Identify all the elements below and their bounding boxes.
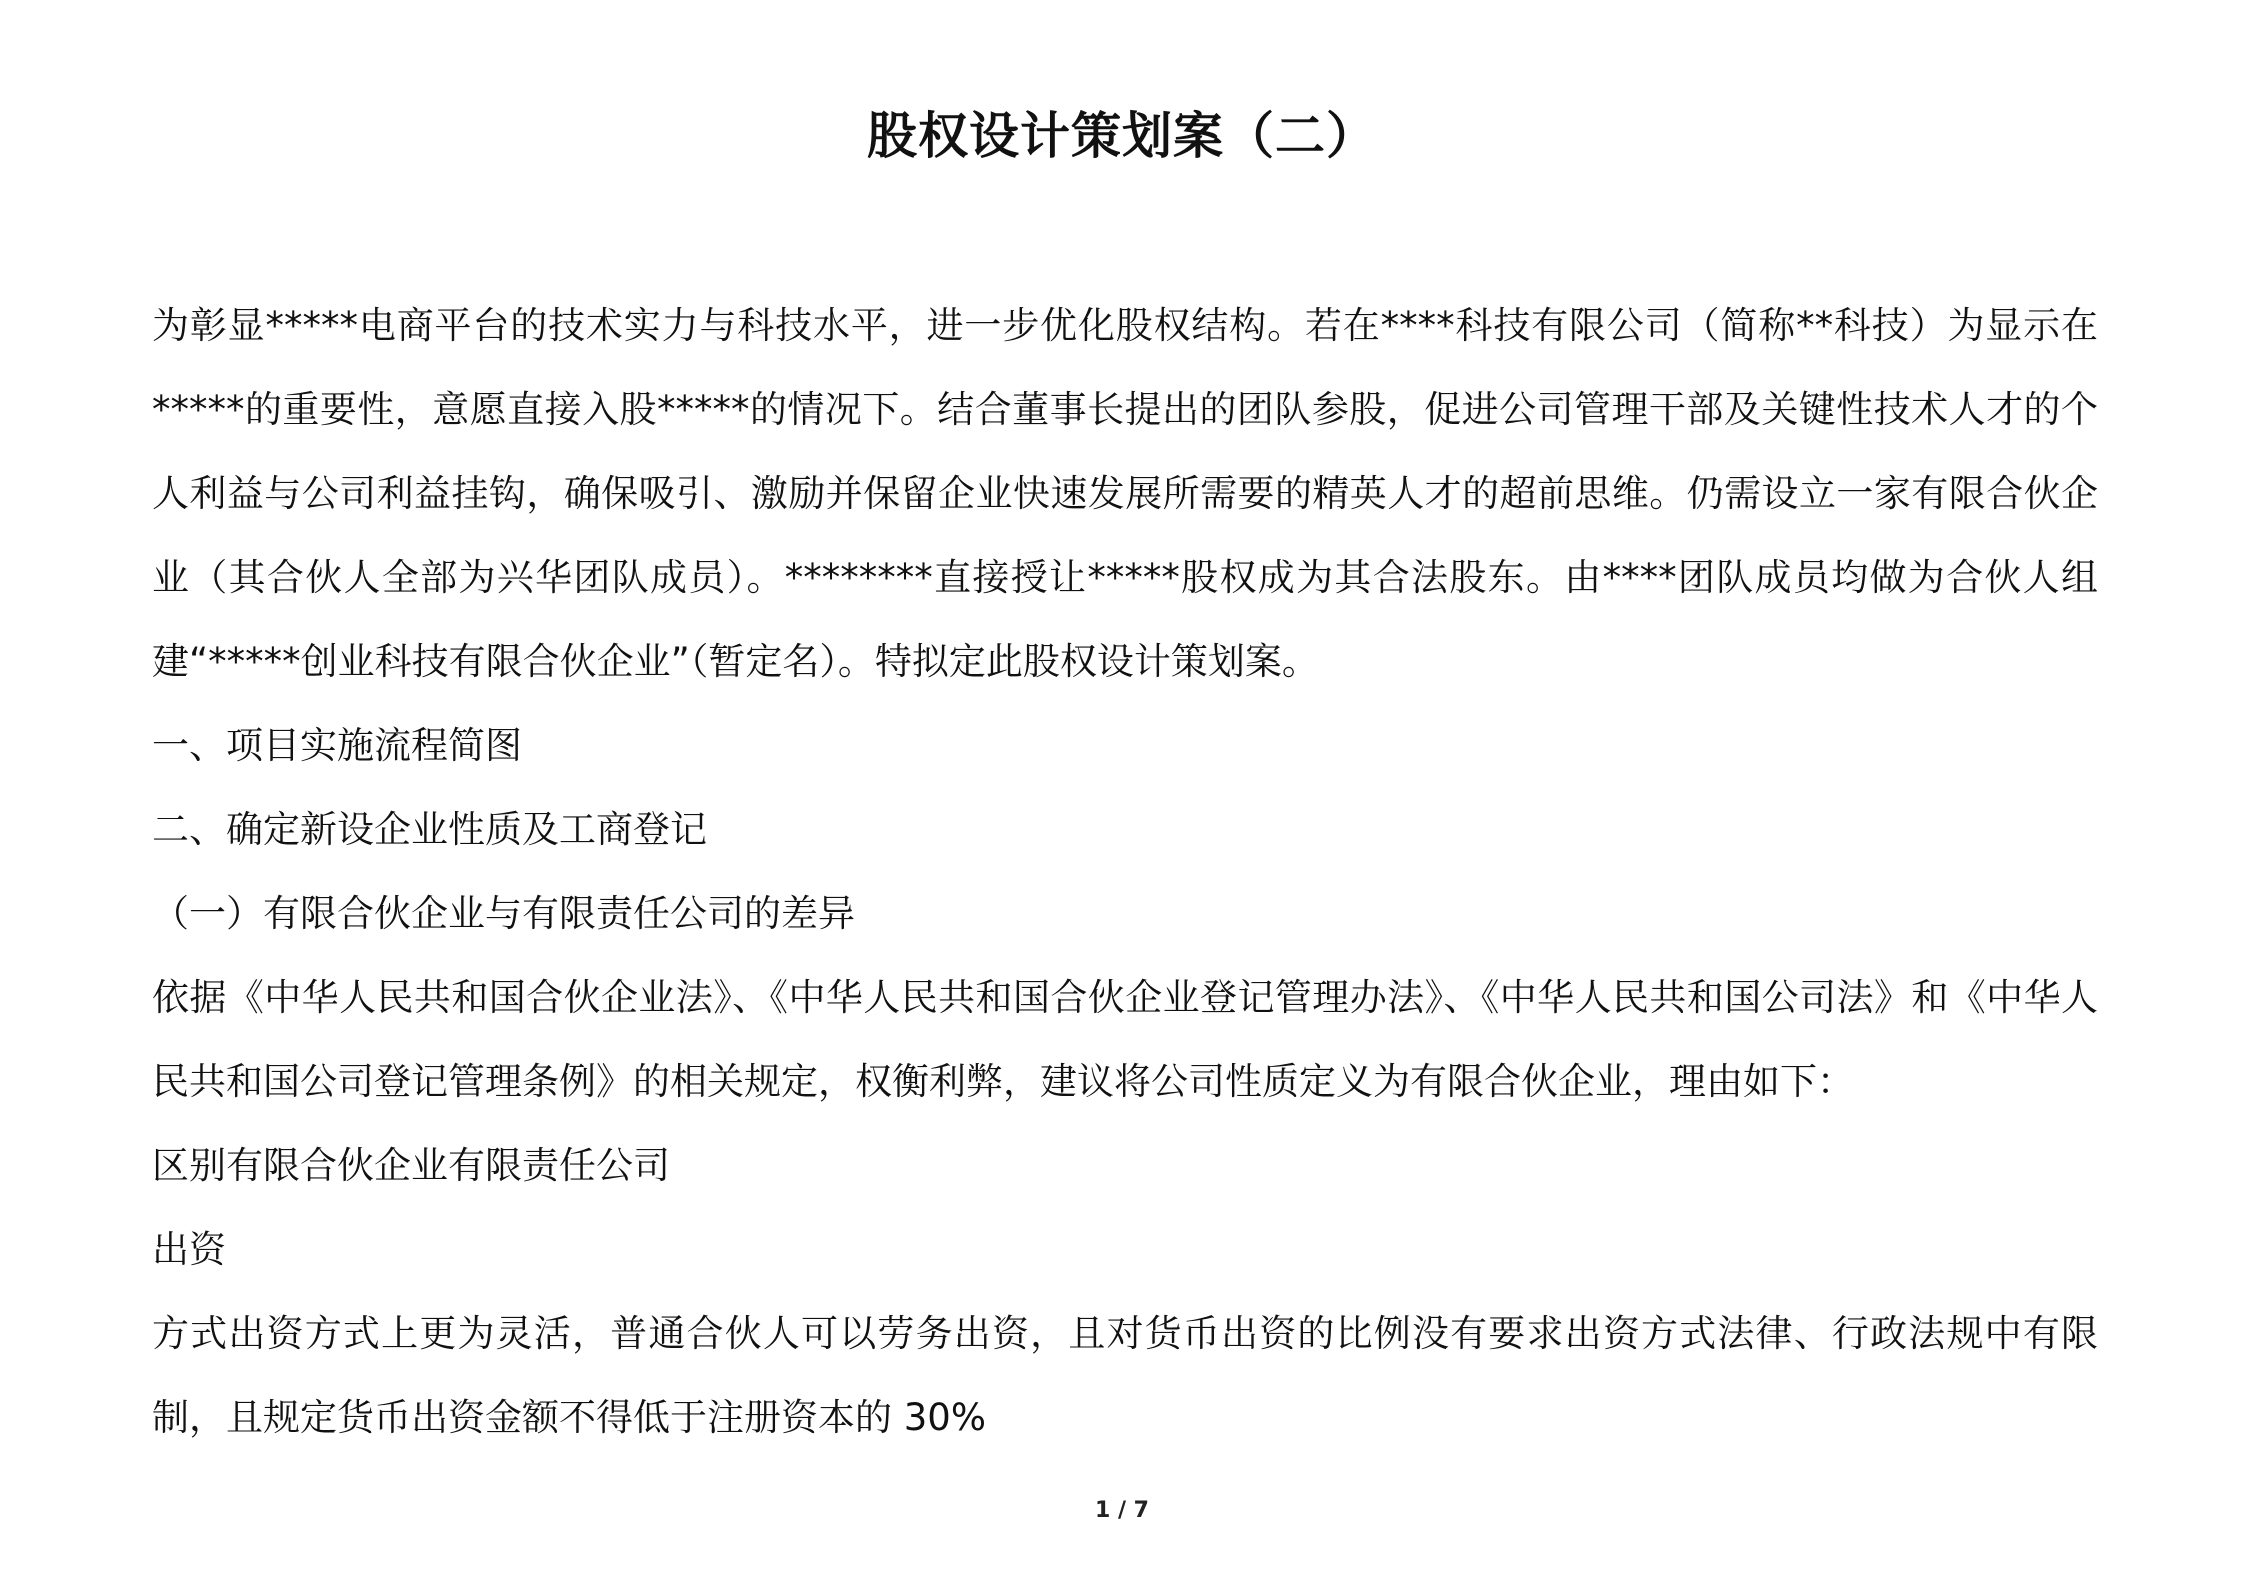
section-heading-2: 二、确定新设企业性质及工商登记 [152,808,707,851]
comparison-row-label: 出资 [152,1228,226,1271]
document-title: 股权设计策划案（二） [867,107,1377,165]
section-heading-1: 一、项目实施流程简图 [152,724,522,767]
subsection-heading-1: （一）有限合伙企业与有限责任公司的差异 [152,892,855,935]
document-body [152,284,2098,1460]
comparison-row-content: 方式出资方式上更为灵活，普通合伙人可以劳务出资，且对货币出资的比例没有要求出资方式法律、行政法规中有限制，且规定货币出资金额不得低于注册资本的 30% [152,1312,2098,1439]
intro-paragraph: 为彰显*****电商平台的技术实力与科技水平，进一步优化股权结构。若在****科技有限公司（简称**科技）为显示在*****的重要性，意愿直接入股*****的情况下。结合董事长提出的团队参股，促进公司管理干部及关键性技术人才的个人利益与公司利益挂钩，确保吸引、激励并保留企业快速发展所需要的精英人才的超前思维。仍需设立一家有限合伙企业（其合伙人全部为兴华团队成员）。********直接授让*****股权成为其合法股东。由****团队成员均做为合伙人组建“*****创业科技有限合伙企业”（暂定名）。特拟定此股权设计策划案。 [152,304,2098,683]
page-number: 1 / 7 [1095,1498,1149,1523]
basis-paragraph: 依据《中华人民共和国合伙企业法》、《中华人民共和国合伙企业登记管理办法》、《中华人民共和国公司法》和《中华人民共和国公司登记管理条例》的相关规定，权衡利弊，建议将公司性质定义为有限合伙企业，理由如下： [152,976,2098,1103]
comparison-header: 区别有限合伙企业有限责任公司 [152,1144,670,1187]
